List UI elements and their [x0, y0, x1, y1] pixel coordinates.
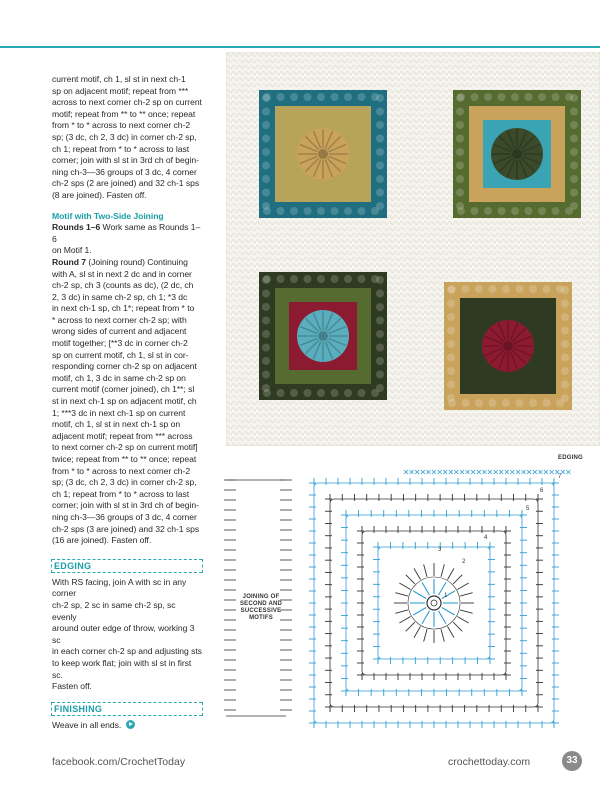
- text-line: sp; (3 dc, ch 2, 3 dc) in corner ch-2 sp,: [52, 477, 197, 488]
- text-line: 1; ***3 dc in next ch-1 sp on current: [52, 407, 186, 418]
- text-line: ning ch-3—36 groups of 3 dc, 4 corner: [52, 511, 197, 522]
- granny-square-motif: [259, 272, 387, 400]
- text-line: twice; repeat from ** to ** once; repeat: [52, 454, 197, 464]
- granny-square-motif: [453, 90, 581, 218]
- instructions-column: [52, 74, 202, 731]
- text-line: 2, 3 dc) in same ch-2 sp, ch 1; *3 dc: [52, 291, 188, 302]
- joining-diagram-label: [226, 594, 296, 622]
- text-line: motif, ch 1, 3 dc in same ch-2 sp on: [52, 372, 186, 383]
- round-number-label: 4: [484, 535, 488, 541]
- text-line: ch-2 sps (3 are joined) and 32 ch-1 sps: [52, 523, 200, 534]
- edging-diagram-label: EDGING: [558, 455, 583, 461]
- text-line: Fasten off.: [52, 681, 92, 692]
- round-number-label: 5: [526, 506, 530, 512]
- text-line: adjacent motif; repeat from *** across: [52, 430, 193, 441]
- text-line: in next ch-1 sp, ch 1*; repeat from * to: [52, 303, 195, 314]
- text-line: from * to * across to next corner ch-2: [52, 465, 191, 476]
- text-line: motif; repeat from ** to ** once; repeat: [52, 108, 196, 119]
- text-line: ch 1; repeat from * to * across to last: [52, 143, 190, 154]
- label-line: SUCCESSIVE: [240, 608, 282, 614]
- page-number: 33: [562, 751, 582, 771]
- round7-line: [52, 257, 202, 269]
- edging-row: [404, 470, 570, 474]
- text-line: across to next corner ch-2 sp on current: [52, 97, 202, 108]
- label-line: MOTIFS: [249, 615, 273, 621]
- round-number-label: 1: [444, 593, 448, 599]
- round-number-label: 3: [438, 547, 442, 553]
- facebook-link[interactable]: facebook.com/CrochetToday: [52, 756, 186, 768]
- rounds-line: [52, 222, 202, 245]
- text-line: with A, sl st in next 2 dc and in corner: [52, 268, 192, 279]
- text-line: from * to * across to next corner ch-2: [52, 120, 191, 131]
- granny-square-motif: [444, 282, 572, 410]
- text-line: * across to next corner ch-2 sp; with: [52, 314, 187, 325]
- header-rule: [0, 46, 600, 48]
- round-outline: [341, 510, 527, 696]
- finishing-heading: FINISHING: [54, 703, 103, 714]
- intro-paragraph: [52, 74, 202, 202]
- granny-square-motif: [259, 90, 387, 218]
- text-line: With RS facing, join A with sc in any corner: [52, 576, 187, 599]
- text-line: ch-2 sps (2 are joined) and 32 ch-1 sps: [52, 178, 200, 189]
- text-line: (16 are joined). Fasten off.: [52, 535, 152, 546]
- text-line: sp on adjacent motif; repeat from ***: [52, 85, 189, 96]
- text-line: responding corner ch-2 sp on adjacent: [52, 361, 197, 372]
- text-line: sp on current motif, ch 1, sl st in cor-: [52, 349, 189, 360]
- text-line: to next corner ch-2 sp on current motif]: [52, 442, 198, 453]
- text-line: sp; (3 dc, ch 2, 3 dc) in corner ch-2 sp,: [52, 131, 197, 142]
- finishing-line: [52, 720, 202, 732]
- round-outline: [357, 526, 511, 680]
- website-link[interactable]: crochettoday.com: [448, 756, 531, 768]
- label-line: JOINING OF: [242, 594, 280, 600]
- edging-heading-box: [52, 559, 202, 573]
- text-line: motif, ch 1, sl st in next ch-1 sp on: [52, 419, 181, 430]
- text-line: Work same as Rounds 1–6: [52, 222, 201, 244]
- text-line: ning ch-3—36 groups of 3 dc, 4 corner: [52, 166, 197, 177]
- text-line: (Joining round) Continuing: [86, 256, 188, 267]
- text-line: current motif (corner joined), ch 1**; sl: [52, 384, 195, 395]
- granny-square-photo: [226, 52, 600, 446]
- text-line: current motif, ch 1, sl st in next ch-1: [52, 74, 186, 84]
- rounds-label: Rounds 1–6: [52, 222, 101, 233]
- text-line: on Motif 1.: [52, 245, 92, 256]
- text-line: corner; join with sl st in 3rd ch of begin-: [52, 500, 199, 511]
- text-line: ch 1; repeat from * to * across to last: [52, 488, 190, 499]
- text-line: ch-2 sp, ch 3 (counts as dc), (2 dc, ch: [52, 280, 194, 291]
- text-line: to keep work flat; join with sl st in first sc.: [52, 657, 192, 680]
- text-line: corner; join with sl st in 3rd ch of begin-: [52, 155, 199, 166]
- text-line: ch-2 sp, 2 sc in same ch-2 sp, sc evenly: [52, 599, 176, 622]
- text-line: around outer edge of throw, working 3 sc: [52, 623, 195, 645]
- end-of-article-icon: [126, 720, 135, 729]
- text-line: motif together; [**3 dc in corner ch-2: [52, 338, 188, 349]
- motif-heading: Motif with Two-Side Joining: [52, 210, 164, 221]
- text-line: st in next ch-1 sp on adjacent motif, ch: [52, 396, 197, 407]
- finishing-text: Weave in all ends.: [52, 719, 122, 730]
- round-number-label: 7: [558, 474, 562, 480]
- round-outline: [373, 542, 495, 664]
- label-line: SECOND AND: [239, 601, 283, 607]
- text-line: in each corner ch-2 sp and adjusting sts: [52, 646, 202, 657]
- round7-label: Round 7: [52, 256, 87, 267]
- text-line: (8 are joined). Fasten off.: [52, 189, 147, 200]
- finishing-heading-box: [52, 702, 202, 716]
- round-number-label: 6: [540, 488, 544, 494]
- edging-heading: EDGING: [54, 560, 92, 571]
- text-line: wrong sides of current and adjacent: [52, 326, 187, 337]
- round-number-label: 2: [462, 559, 466, 565]
